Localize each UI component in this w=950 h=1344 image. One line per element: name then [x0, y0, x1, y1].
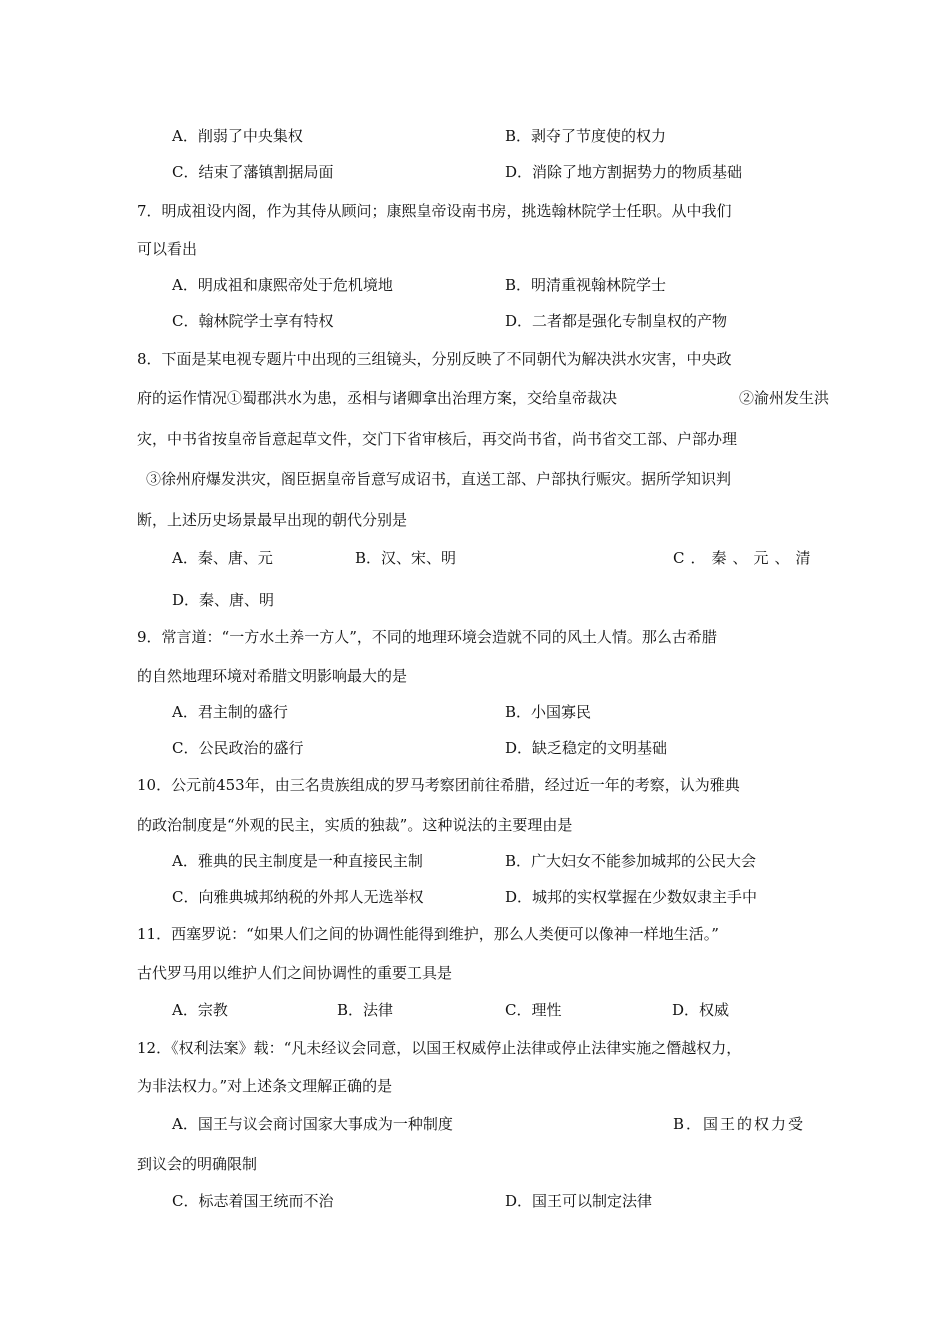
- q10-option-c: C．向雅典城邦纳税的外邦人无选举权: [172, 888, 424, 906]
- q8-stem-line2-tail: ②渝州发生洪: [739, 389, 830, 407]
- q12-option-c: C．标志着国王统而不治: [172, 1192, 334, 1210]
- q12-stem-line1: 12．《权利法案》载：“凡未经议会同意，以国王权威停止法律或停止法律实施之僭越权力，: [137, 1039, 742, 1057]
- q9-stem-line1: 9．常言道：“一方水土养一方人”，不同的地理环境会造就不同的风土人情。那么古希腊: [137, 628, 717, 646]
- q7-option-a: A．明成祖和康熙帝处于危机境地: [172, 276, 393, 294]
- q12-option-b: B．国王的权力受: [673, 1115, 806, 1133]
- q9-option-a: A．君主制的盛行: [172, 703, 288, 721]
- q10-option-d: D．城邦的实权掌握在少数奴隶主手中: [505, 888, 758, 906]
- q11-option-c: C．理性: [505, 1001, 562, 1019]
- q10-option-b: B．广大妇女不能参加城邦的公民大会: [505, 852, 757, 870]
- q7-option-d: D．二者都是强化专制皇权的产物: [505, 312, 728, 330]
- q11-option-d: D．权威: [672, 1001, 730, 1019]
- q10-option-a: A．雅典的民主制度是一种直接民主制: [172, 852, 423, 870]
- q7-stem-line2: 可以看出: [137, 240, 198, 258]
- q12-stem-line2: 为非法权力。”对上述条文理解正确的是: [137, 1077, 393, 1095]
- q8-stem-line1: 8．下面是某电视专题片中出现的三组镜头，分别反映了不同朝代为解决洪水灾害，中央政: [137, 350, 732, 368]
- q12-option-b-continued: 到议会的明确限制: [137, 1155, 258, 1173]
- q9-option-d: D．缺乏稳定的文明基础: [505, 739, 668, 757]
- q6-option-c: C．结束了藩镇割据局面: [172, 163, 334, 181]
- q11-option-a: A．宗教: [172, 1001, 228, 1019]
- q12-option-a: A．国王与议会商讨国家大事成为一种制度: [172, 1115, 453, 1133]
- q12-option-d: D．国王可以制定法律: [505, 1192, 653, 1210]
- q8-option-a: A．秦、唐、元: [172, 549, 273, 567]
- q6-option-d: D．消除了地方割据势力的物质基础: [505, 163, 743, 181]
- q11-stem-line1: 11．西塞罗说：“如果人们之间的协调性能得到维护，那么人类便可以像神一样地生活。”: [137, 925, 719, 943]
- q9-option-c: C．公民政治的盛行: [172, 739, 304, 757]
- q9-option-b: B．小国寡民: [505, 703, 592, 721]
- q6-option-a: A．削弱了中央集权: [172, 127, 303, 145]
- q7-option-b: B．明清重视翰林院学士: [505, 276, 667, 294]
- q10-stem-line1: 10．公元前453年，由三名贵族组成的罗马考察团前往希腊，经过近一年的考察，认为雅典: [137, 776, 740, 794]
- q11-stem-line2: 古代罗马用以维护人们之间协调性的重要工具是: [137, 964, 453, 982]
- q9-stem-line2: 的自然地理环境对希腊文明影响最大的是: [137, 667, 408, 685]
- q8-stem-line2: 府的运作情况①蜀郡洪水为患，丞相与诸卿拿出治理方案，交给皇帝裁决: [137, 389, 618, 407]
- q8-stem-line5: 断，上述历史场景最早出现的朝代分别是: [137, 511, 408, 529]
- q8-stem-line4: ③徐州府爆发洪灾，阁臣据皇帝旨意写成诏书，直送工部、户部执行赈灾。据所学知识判: [146, 470, 732, 488]
- q7-stem-line1: 7．明成祖设内阁，作为其侍从顾问；康熙皇帝设南书房，挑选翰林院学士任职。从中我们: [137, 202, 732, 220]
- q8-stem-line3: 灾，中书省按皇帝旨意起草文件，交门下省审核后，再交尚书省，尚书省交工部、户部办理: [137, 430, 738, 448]
- q7-option-c: C．翰林院学士享有特权: [172, 312, 334, 330]
- q6-option-b: B．剥夺了节度使的权力: [505, 127, 667, 145]
- q11-option-b: B．法律: [337, 1001, 394, 1019]
- q8-option-b: B．汉、宋、明: [355, 549, 457, 567]
- q8-option-d: D．秦、唐、明: [172, 591, 275, 609]
- q10-stem-line2: 的政治制度是“外观的民主，实质的独裁”。这种说法的主要理由是: [137, 816, 573, 834]
- q8-option-c: C．秦、元、清: [673, 549, 817, 567]
